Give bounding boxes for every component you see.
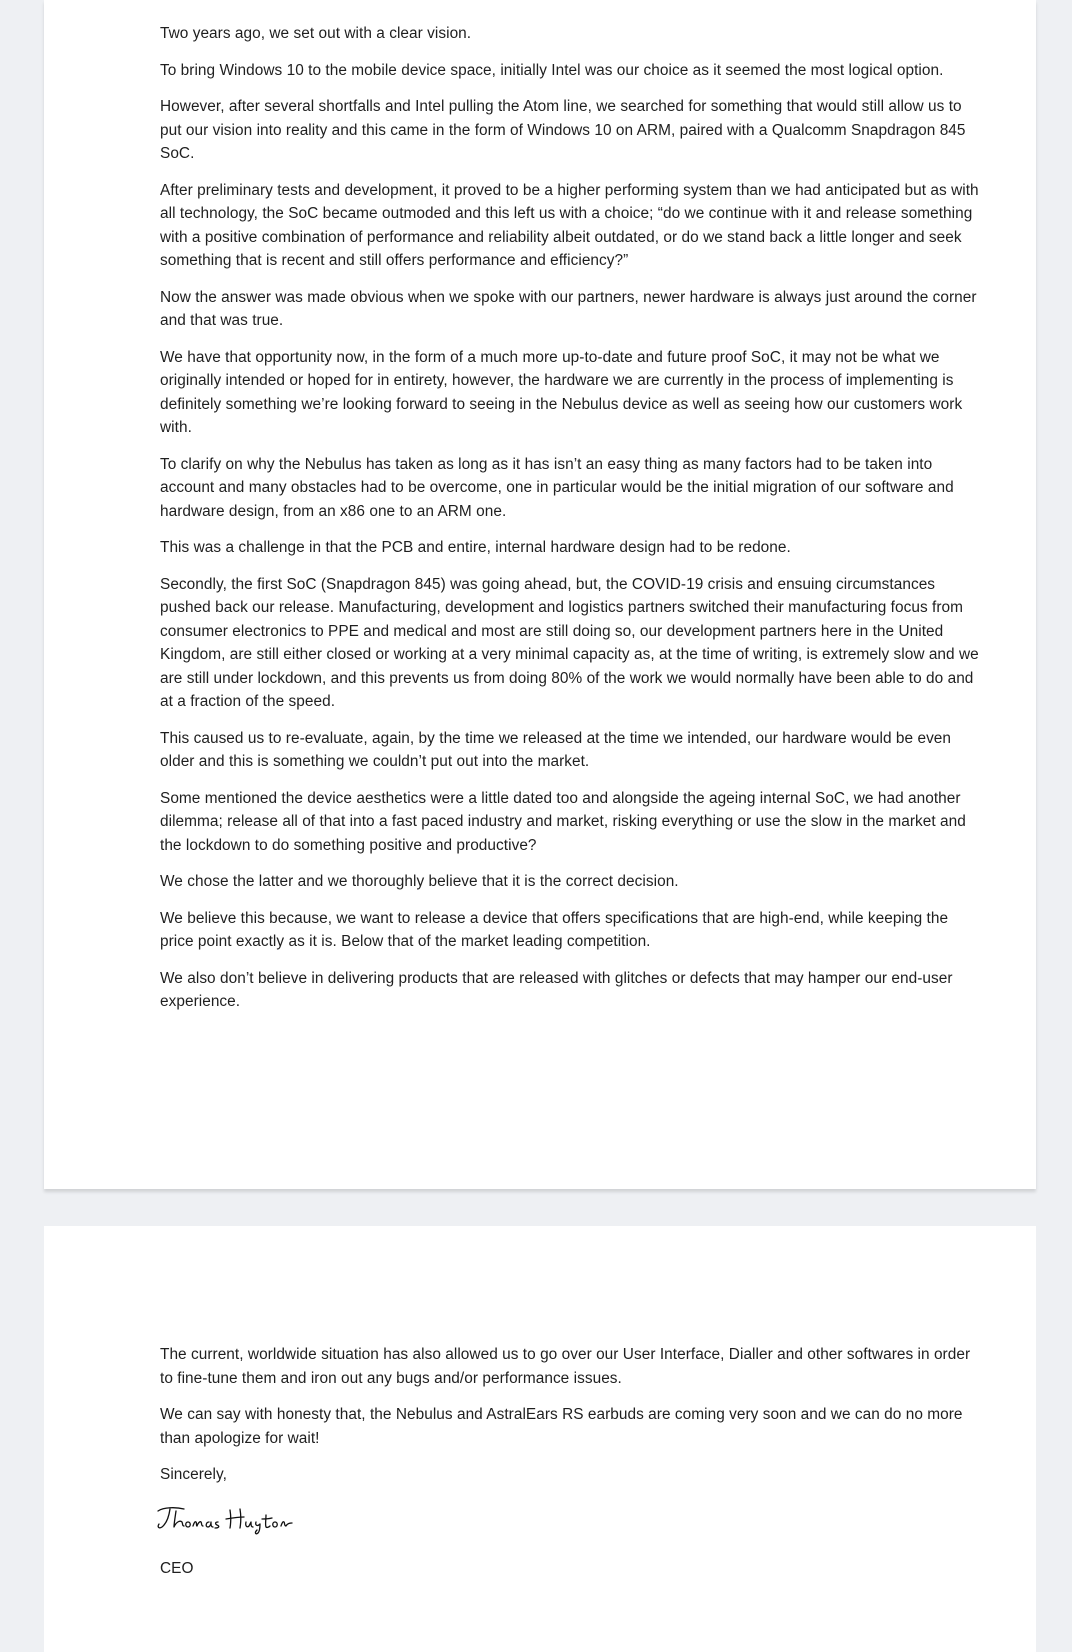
paragraph: We chose the latter and we thoroughly believe that it is the correct decision.	[160, 873, 679, 890]
paragraph: This caused us to re-evaluate, again, by the time we released at the time we intended, our hardware would be even older and this is something we couldn’t put out into the market.	[160, 729, 952, 770]
closing: Sincerely,	[160, 1466, 227, 1483]
paragraph: We believe this because, we want to release a device that offers specifications that are high-end, while keeping the price point exactly as it is. Below that of the market leading competition.	[160, 909, 949, 950]
document-page-2	[44, 1226, 1036, 1652]
paragraph: We have that opportunity now, in the form of a much more up-to-date and future proof SoC, it may not be what we originally intended or hoped for in entirety, however, the hardware we are currently in the process of implementing is definitely something we’re looking forward to seeing in the Nebulus device as well as seeing how our customers work with.	[160, 348, 963, 436]
letter-body-continued	[160, 1343, 980, 1593]
letter-body	[160, 22, 980, 1027]
signatory-title: CEO	[160, 1559, 194, 1577]
handwritten-signature	[154, 1501, 314, 1537]
paragraph: To clarify on why the Nebulus has taken as long as it has isn’t an easy thing as many factors had to be taken into account and many obstacles had to be overcome, one in particular would be the initial migration of our software and hardware design, from an x86 one to an ARM one.	[160, 455, 954, 520]
paragraph: Some mentioned the device aesthetics were a little dated too and alongside the ageing internal SoC, we had another dilemma; release all of that into a fast paced industry and market, risking everything or use the slow in the market and the lockdown to do something positive and productive?	[160, 789, 966, 854]
paragraph: Now the answer was made obvious when we spoke with our partners, newer hardware is always just around the corner and that was true.	[160, 288, 977, 329]
paragraph: The current, worldwide situation has also allowed us to go over our User Interface, Dialler and other softwares in order to fine-tune them and iron out any bugs and/or performance issues.	[160, 1346, 971, 1387]
paragraph: Two years ago, we set out with a clear vision.	[160, 25, 472, 42]
paragraph: However, after several shortfalls and Intel pulling the Atom line, we searched for something that would still allow us to put our vision into reality and this came in the form of Windows 10 on ARM, paired with a Qualcomm Snapdragon 845 SoC.	[160, 98, 966, 162]
document-page-1	[44, 0, 1036, 1189]
paragraph: This was a challenge in that the PCB and entire, internal hardware design had to be redone.	[160, 539, 791, 556]
paragraph: We also don’t believe in delivering products that are released with glitches or defects that may hamper our end-user experience.	[160, 969, 953, 1010]
paragraph: We can say with honesty that, the Nebulus and AstralEars RS earbuds are coming very soon and we can do no more than apologize for wait!	[160, 1406, 963, 1447]
paragraph: After preliminary tests and development, it proved to be a higher performing system than we had anticipated but as with all technology, the SoC became outmoded and this left us with a choice; “do we continue with it and release something with a positive combination of performance and reliability albeit outdated, or do we stand back a little longer and seek something that is recent and still offers performance and efficiency?”	[160, 181, 979, 269]
paragraph: Secondly, the first SoC (Snapdragon 845) was going ahead, but, the COVID-19 crisis and ensuing circumstances pushed back our release. Manufacturing, development and logistics partners switched their manufacturing focus from consumer electronics to PPE and medical and most are still doing so, our development partners here in the United Kingdom, are still either closed or working at a very minimal capacity as, at the time of writing, is extremely slow and we are still under lockdown, and this prevents us from doing 80% of the work we would normally have been able to do and at a fraction of the speed.	[160, 575, 979, 710]
paragraph: To bring Windows 10 to the mobile device space, initially Intel was our choice as it seemed the most logical option.	[160, 61, 944, 79]
